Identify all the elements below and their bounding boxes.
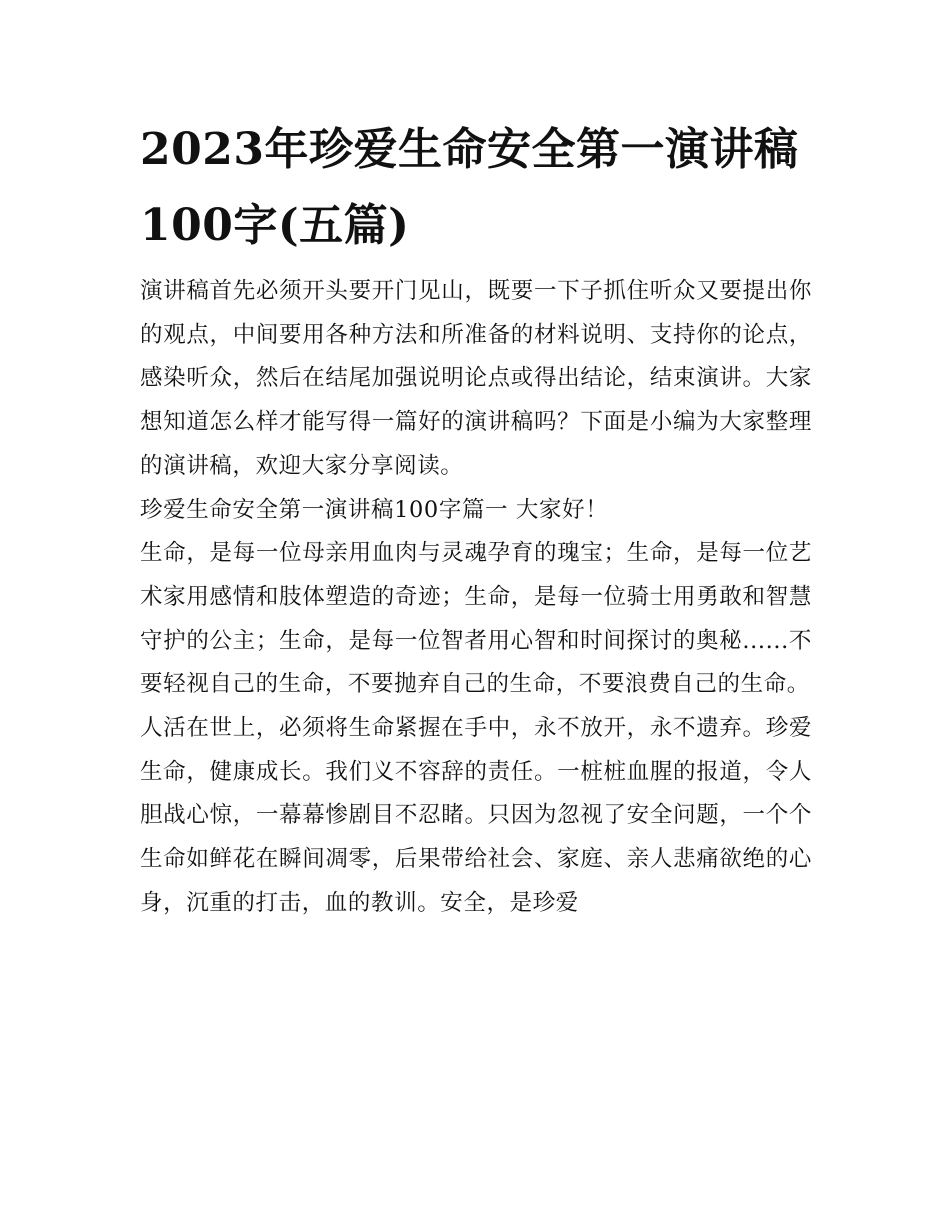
- paragraph-section-heading: 珍爱生命安全第一演讲稿100字篇一 大家好！: [140, 496, 609, 523]
- document-page: [140, 112, 812, 926]
- paragraph-intro: 演讲稿首先必须开头要开门见山，既要一下子抓住听众又要提出你的观点，中间要用各种方法和所准备的材料说明、支持你的论点，感染听众，然后在结尾加强说明论点或得出结论，结束演讲。大家想知道怎么样才能写得一篇好的演讲稿吗？下面是小编为大家整理的演讲稿，欢迎大家分享阅读。: [140, 278, 812, 479]
- paragraph-safety: 人活在世上，必须将生命紧握在手中，永不放开，永不遗弃。珍爱生命，健康成长。我们义不容辞的责任。一桩桩血腥的报道，令人胆战心惊，一幕幕惨剧目不忍睹。只因为忽视了安全问题，一个个生命如鲜花在瞬间凋零，后果带给社会、家庭、亲人悲痛欲绝的心身，沉重的打击，血的教训。安全，是珍爱: [140, 715, 812, 916]
- document-title: 2023年珍爱生命安全第一演讲稿100字(五篇): [140, 124, 799, 251]
- paragraph-life: 生命，是每一位母亲用血肉与灵魂孕育的瑰宝；生命，是每一位艺术家用感情和肢体塑造的奇迹；生命，是每一位骑士用勇敢和智慧守护的公主；生命，是每一位智者用心智和时间探讨的奥秘......不要轻视自己的生命，不要抛弃自己的生命，不要浪费自己的生命。: [140, 540, 812, 698]
